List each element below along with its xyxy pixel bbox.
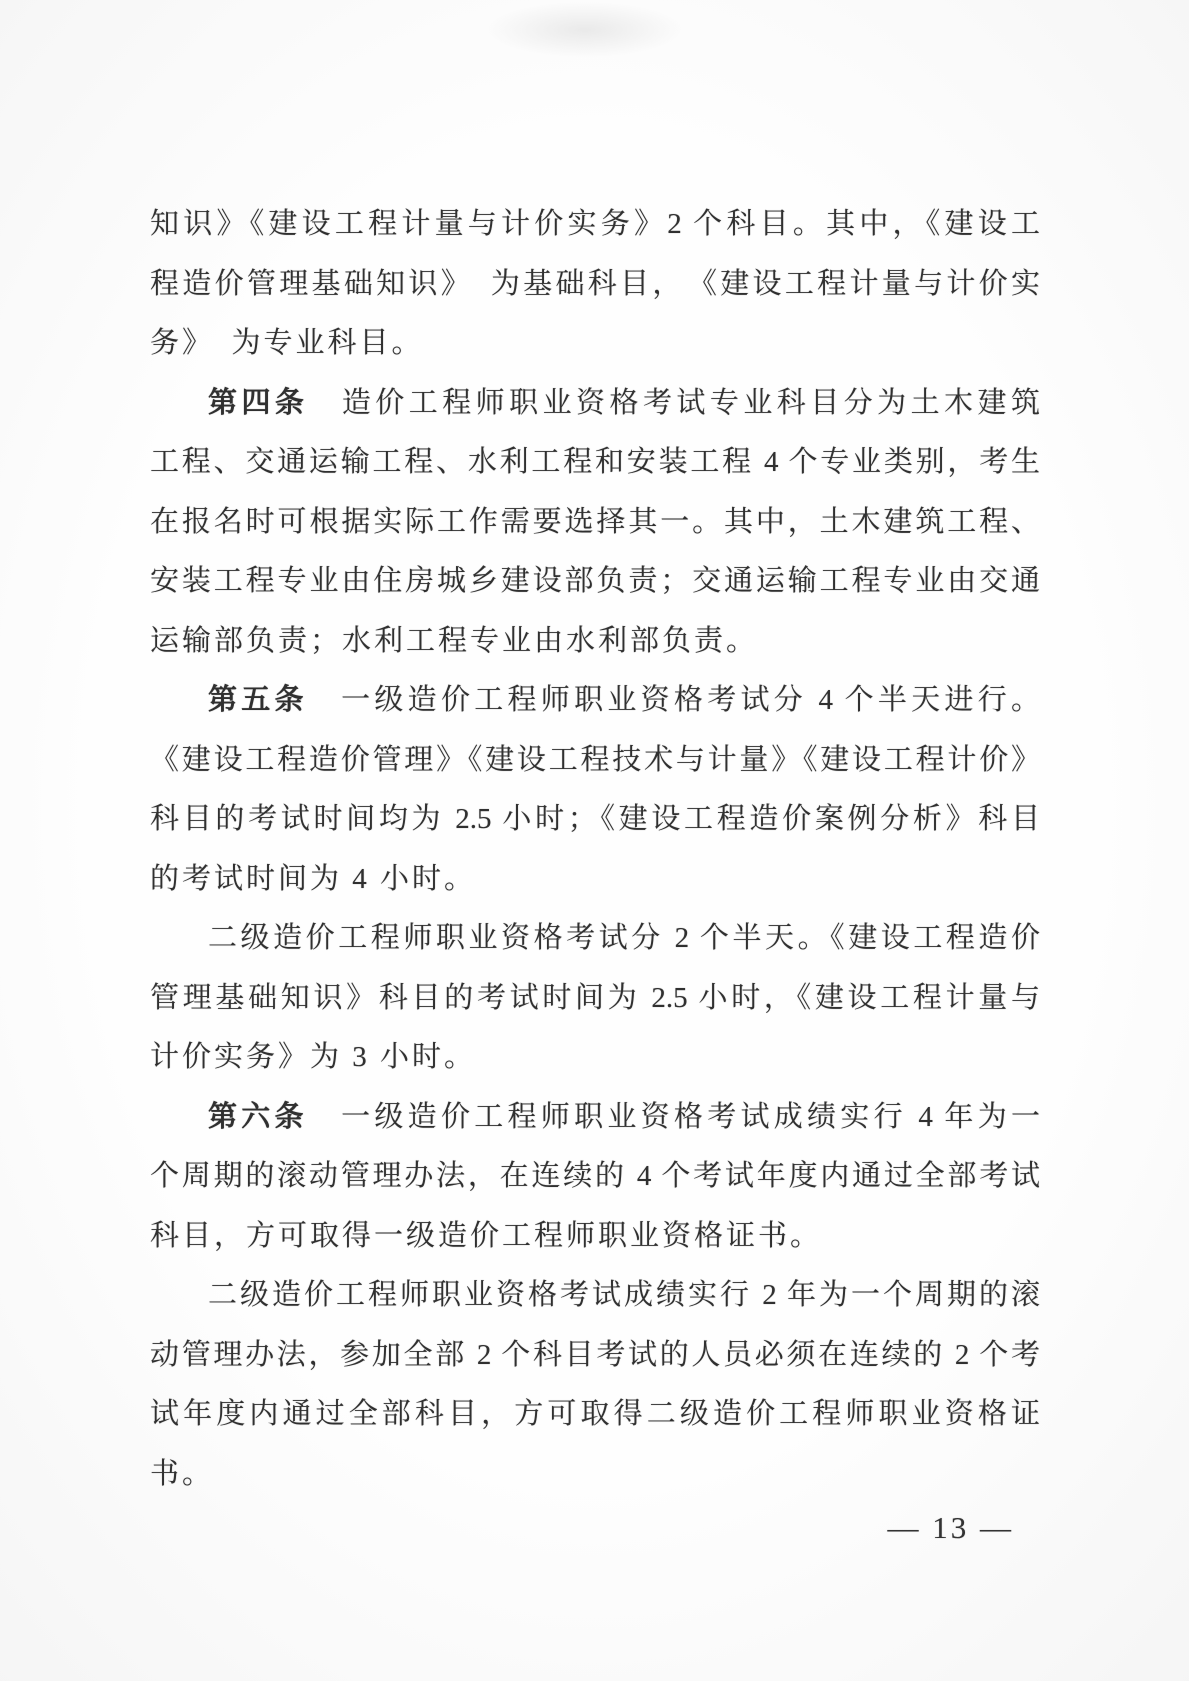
text-line: 工程、交通运输工程、水利工程和安装工程 4 个专业类别，考生 xyxy=(150,446,1040,478)
text-line: 科目的考试时间均为 2.5 小时；《建设工程造价案例分析》科目 xyxy=(150,803,1040,835)
text-line: 运输部负责；水利工程专业由水利部负责。 xyxy=(150,624,759,657)
text-line: 知识》《建设工程计量与计价实务》2 个科目。其中，《建设工 xyxy=(150,208,1040,240)
page-number: — 13 — xyxy=(887,1510,1014,1545)
article-text: 一级造价工程师职业资格考试成绩实行 4 年为一 xyxy=(307,1100,1040,1133)
article-text: 造价工程师职业资格考试专业科目分为土木建筑 xyxy=(308,386,1040,419)
document-text-block xyxy=(150,195,1040,1504)
text-line xyxy=(150,1088,1040,1148)
text-line xyxy=(150,671,1040,731)
text-line: 二级造价工程师职业资格考试成绩实行 2 年为一个周期的滚 xyxy=(208,1279,1040,1311)
text-line: 在报名时可根据实际工作需要选择其一。其中，土木建筑工程、 xyxy=(150,505,1040,538)
text-line: 个周期的滚动管理办法，在连续的 4 个考试年度内通过全部考试 xyxy=(150,1160,1040,1192)
article-number: 第六条 xyxy=(208,1100,308,1133)
text-line: 的考试时间为 4 小时。 xyxy=(150,862,477,895)
text-line: 务》 为专业科目。 xyxy=(150,327,424,359)
text-line: 书。 xyxy=(150,1457,215,1490)
text-line: 试年度内通过全部科目，方可取得二级造价工程师职业资格证 xyxy=(150,1398,1040,1430)
article-text: 一级造价工程师职业资格考试分 4 个半天进行。 xyxy=(307,684,1040,716)
text-line: 计价实务》为 3 小时。 xyxy=(150,1041,477,1073)
text-line: 动管理办法，参加全部 2 个科目考试的人员必须在连续的 2 个考 xyxy=(150,1338,1040,1371)
article-number: 第四条 xyxy=(208,386,309,419)
text-line: 管理基础知识》科目的考试时间为 2.5 小时，《建设工程计量与 xyxy=(150,981,1040,1014)
text-line: 安装工程专业由住房城乡建设部负责；交通运输工程专业由交通 xyxy=(150,565,1040,597)
article-number: 第五条 xyxy=(208,684,308,716)
text-line: 二级造价工程师职业资格考试分 2 个半天。《建设工程造价 xyxy=(208,922,1040,954)
text-line: 《建设工程造价管理》《建设工程技术与计量》《建设工程计价》 xyxy=(150,743,1040,776)
text-line: 科目，方可取得一级造价工程师职业资格证书。 xyxy=(150,1219,823,1252)
text-line xyxy=(150,374,1040,434)
text-line: 程造价管理基础知识》 为基础科目， 《建设工程计量与计价实 xyxy=(150,267,1040,300)
